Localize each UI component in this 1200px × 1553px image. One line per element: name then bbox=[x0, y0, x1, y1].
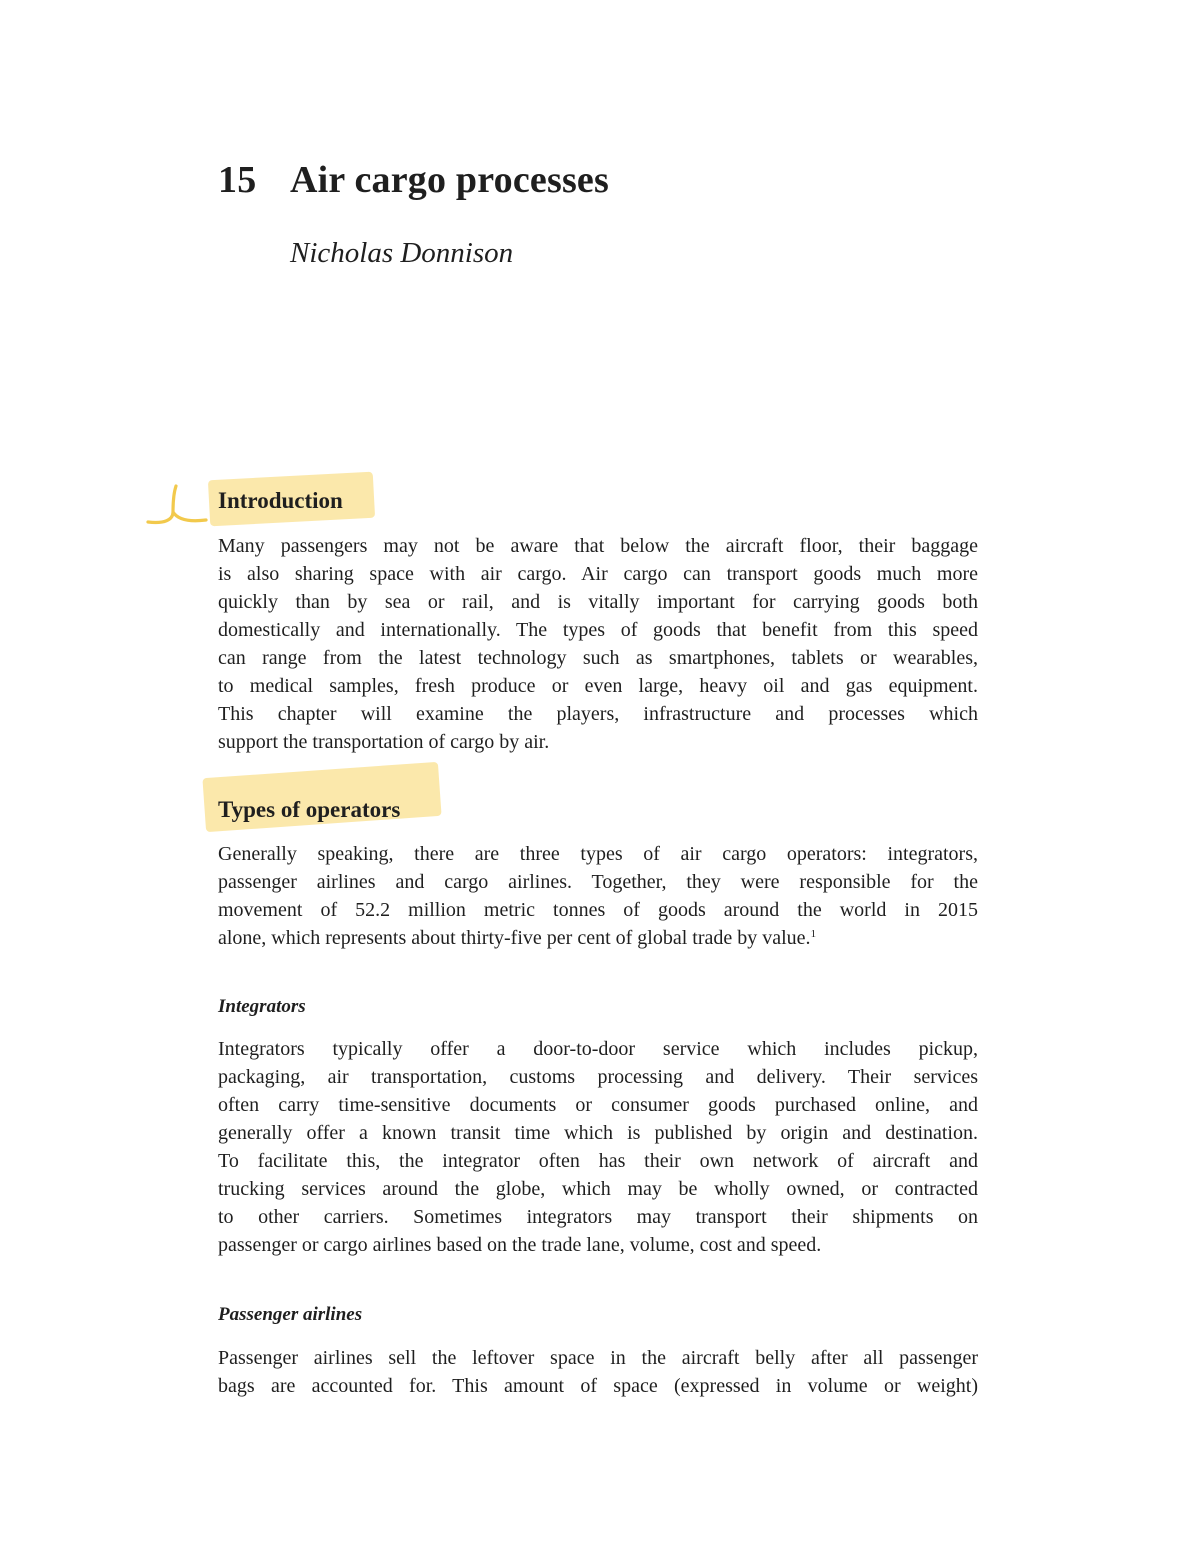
text-line-content: alone, which represents about thirty-five per cent of global trade by value. bbox=[218, 927, 811, 949]
text-line: domestically and internationally. The types of goods that benefit from this speed bbox=[218, 619, 978, 641]
text-line: passenger or cargo airlines based on the trade lane, volume, cost and speed. bbox=[218, 1234, 822, 1256]
text-line: Integrators typically offer a door-to-door service which includes pickup, bbox=[218, 1038, 978, 1060]
subheading-passenger-airlines: Passenger airlines bbox=[218, 1304, 363, 1325]
text-line: quickly than by sea or rail, and is vitally important for carrying goods both bbox=[218, 591, 978, 613]
introduction-paragraph bbox=[218, 532, 978, 756]
section-heading-types-of-operators: Types of operators bbox=[218, 797, 401, 822]
text-line: support the transportation of cargo by air. bbox=[218, 731, 550, 753]
text-line: generally offer a known transit time which is published by origin and destination. bbox=[218, 1122, 978, 1144]
handwritten-annotation-icon bbox=[140, 480, 210, 530]
text-line: Passenger airlines sell the leftover space in the aircraft belly after all passenger bbox=[218, 1347, 978, 1369]
text-line: passenger airlines and cargo airlines. Together, they were responsible for the bbox=[218, 871, 978, 893]
text-line: Many passengers may not be aware that below the aircraft floor, their baggage bbox=[218, 535, 978, 557]
text-line: This chapter will examine the players, infrastructure and processes which bbox=[218, 703, 978, 725]
text-line: is also sharing space with air cargo. Air cargo can transport goods much more bbox=[218, 563, 978, 585]
text-line: to other carriers. Sometimes integrators may transport their shipments on bbox=[218, 1206, 978, 1228]
footnote-reference[interactable]: 1 bbox=[810, 928, 817, 940]
text-line: packaging, air transportation, customs processing and delivery. Their services bbox=[218, 1066, 978, 1088]
text-line: to medical samples, fresh produce or even large, heavy oil and gas equipment. bbox=[218, 675, 978, 697]
types-paragraph bbox=[218, 840, 978, 952]
chapter-heading bbox=[218, 158, 609, 202]
text-line: To facilitate this, the integrator often has their own network of aircraft and bbox=[218, 1150, 978, 1172]
chapter-title: Air cargo processes bbox=[290, 159, 609, 201]
integrators-paragraph bbox=[218, 1035, 978, 1259]
text-line: trucking services around the globe, which may be wholly owned, or contracted bbox=[218, 1178, 978, 1200]
text-line: Generally speaking, there are three types of air cargo operators: integrators, bbox=[218, 843, 978, 865]
text-line: often carry time-sensitive documents or consumer goods purchased online, and bbox=[218, 1094, 978, 1116]
text-line: bags are accounted for. This amount of space (expressed in volume or weight) bbox=[218, 1375, 978, 1397]
chapter-number: 15 bbox=[218, 159, 257, 201]
passenger-paragraph bbox=[218, 1344, 978, 1400]
text-line: movement of 52.2 million metric tonnes of goods around the world in 2015 bbox=[218, 899, 978, 921]
text-line bbox=[218, 924, 978, 952]
text-line: can range from the latest technology such as smartphones, tablets or wearables, bbox=[218, 647, 978, 669]
chapter-author: Nicholas Donnison bbox=[290, 237, 514, 269]
section-heading-introduction: Introduction bbox=[218, 488, 343, 513]
subheading-integrators: Integrators bbox=[218, 996, 306, 1017]
